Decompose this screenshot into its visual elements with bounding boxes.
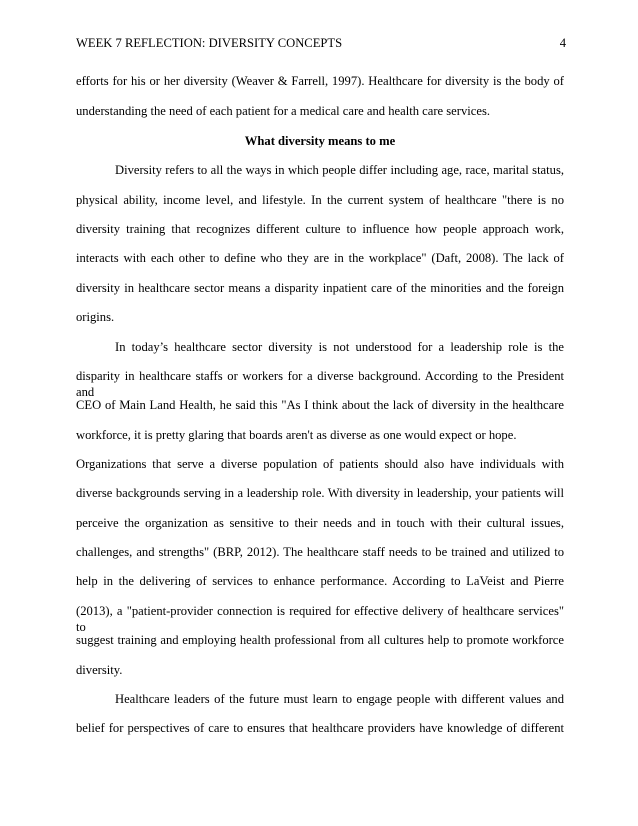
body-line-7: diversity in healthcare sector means a disparity inpatient care of the minorities and the foreign bbox=[76, 281, 564, 295]
body-line-19: suggest training and employing health professional from all cultures help to promote workforce bbox=[76, 633, 564, 647]
body-line-8: origins. bbox=[76, 310, 115, 324]
body-line-2: understanding the need of each patient for a medical care and health care services. bbox=[76, 104, 490, 118]
body-line-22: belief for perspectives of care to ensures that healthcare providers have knowledge of different bbox=[76, 721, 564, 735]
body-line-14: diverse backgrounds serving in a leadership role. With diversity in leadership, your patients will bbox=[76, 486, 564, 500]
body-line-18: (2013), a "patient-provider connection is required for effective delivery of healthcare services" to bbox=[76, 604, 564, 634]
page-number: 4 bbox=[559, 36, 566, 50]
body-line-21: Healthcare leaders of the future must learn to engage people with different values and bbox=[115, 692, 564, 706]
body-line-17: help in the delivering of services to enhance performance. According to LaVeist and Pierre bbox=[76, 574, 564, 588]
body-line-3: Diversity refers to all the ways in which people differ including age, race, marital status, bbox=[115, 163, 564, 177]
running-head: WEEK 7 REFLECTION: DIVERSITY CONCEPTS bbox=[76, 36, 343, 50]
section-heading: What diversity means to me bbox=[244, 134, 396, 148]
body-line-20: diversity. bbox=[76, 663, 123, 677]
body-line-6: interacts with each other to define who they are in the workplace" (Daft, 2008). The lack of bbox=[76, 251, 564, 265]
body-line-5: diversity training that recognizes different culture to influence how people approach work, bbox=[76, 222, 564, 236]
body-line-11: CEO of Main Land Health, he said this "As I think about the lack of diversity in the healthcare bbox=[76, 398, 564, 412]
body-line-10: disparity in healthcare staffs or workers for a diverse background. According to the President and bbox=[76, 369, 564, 399]
body-line-4: physical ability, income level, and lifestyle. In the current system of healthcare "there is no bbox=[76, 193, 564, 207]
body-line-16: challenges, and strengths" (BRP, 2012). The healthcare staff needs to be trained and utilized to bbox=[76, 545, 564, 559]
body-line-15: perceive the organization as sensitive to their needs and in touch with their cultural issues, bbox=[76, 516, 564, 530]
body-line-13: Organizations that serve a diverse population of patients should also have individuals with bbox=[76, 457, 564, 471]
page-header bbox=[76, 36, 566, 54]
body-line-9: In today’s healthcare sector diversity is not understood for a leadership role is the bbox=[115, 340, 564, 354]
body-line-12: workforce, it is pretty glaring that boards aren't as diverse as one would expect or hope. bbox=[76, 428, 517, 442]
body-line-1: efforts for his or her diversity (Weaver & Farrell, 1997). Healthcare for diversity is the body of bbox=[76, 74, 564, 88]
